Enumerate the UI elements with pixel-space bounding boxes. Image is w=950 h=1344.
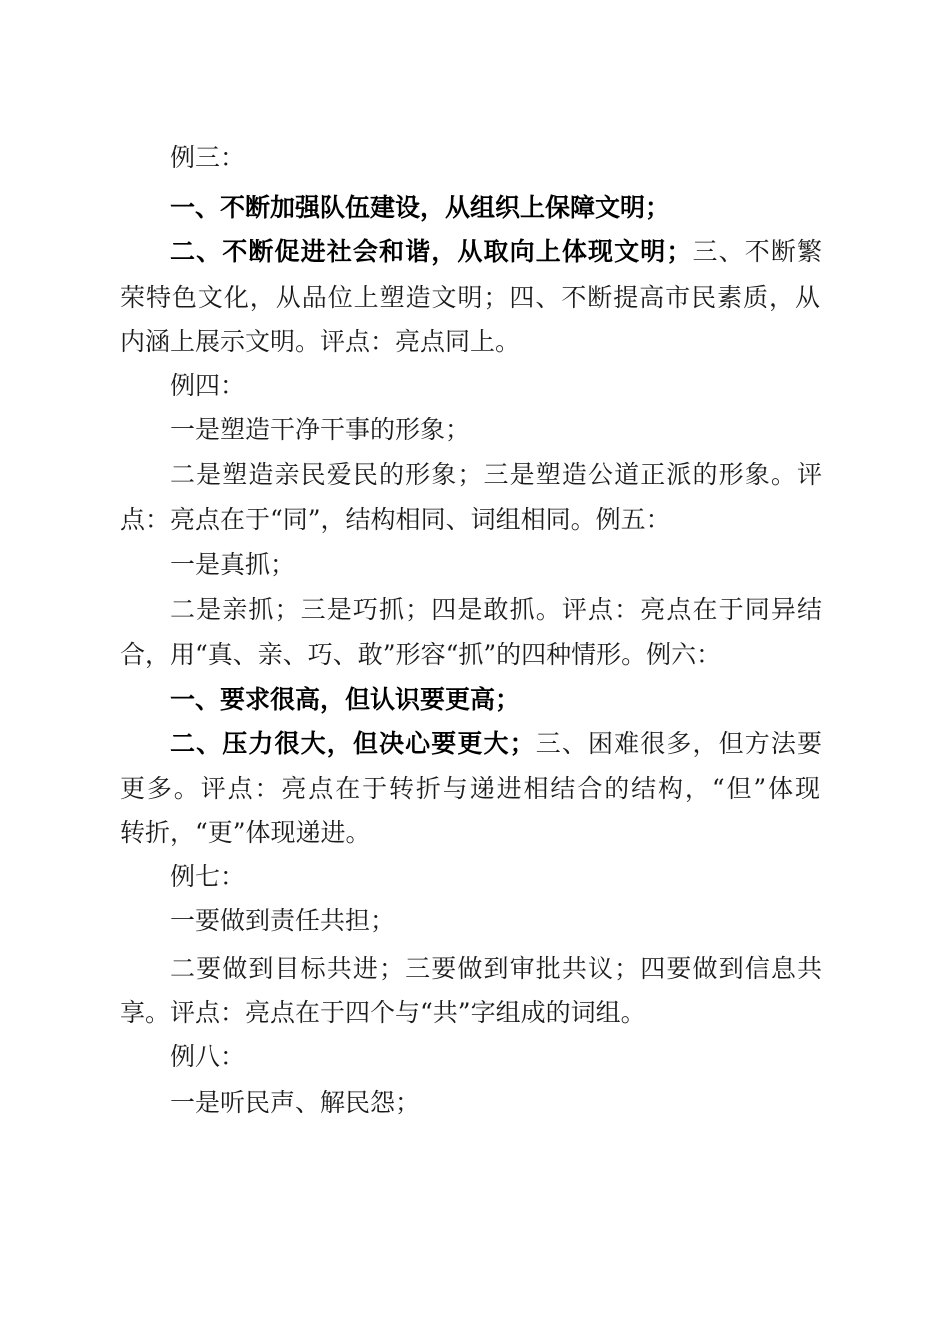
paragraph-line: 点：亮点在于“同”，结构相同、词组相同。例五： xyxy=(120,505,671,534)
paragraph-line: 一是听民声、解民怨； xyxy=(170,1088,421,1117)
paragraph-line: 享。评点：亮点在于四个与“共”字组成的词组。 xyxy=(120,998,646,1027)
paragraph-line: 合，用“真、亲、巧、敢”形容“抓”的四种情形。例六： xyxy=(120,640,722,669)
paragraph-line: 一是真抓； xyxy=(170,550,296,579)
example-heading: 例八： xyxy=(170,1042,246,1071)
paragraph-line: 更多。评点：亮点在于转折与递进相结合的结构，“但”体现 xyxy=(120,774,820,803)
paragraph-line xyxy=(170,237,822,267)
paragraph-line: 二是塑造亲民爱民的形象；三是塑造公道正派的形象。评 xyxy=(170,460,822,489)
paragraph-line: 一是塑造干净干事的形象； xyxy=(170,415,471,444)
example-heading: 例三： xyxy=(170,143,246,172)
paragraph-line: 内涵上展示文明。评点：亮点同上。 xyxy=(120,327,521,356)
paragraph-line: 一要做到责任共担； xyxy=(170,906,396,935)
example-heading: 例七： xyxy=(170,862,246,891)
paragraph-line: 转折，“更”体现递进。 xyxy=(120,818,371,847)
paragraph-line: 荣特色文化，从品位上塑造文明；四、不断提高市民素质，从 xyxy=(120,283,820,312)
paragraph-line xyxy=(170,729,822,759)
paragraph-line: 二是亲抓；三是巧抓；四是敢抓。评点：亮点在于同异结 xyxy=(170,595,822,624)
bold-segment: 二、不断促进社会和谐，从取向上体现文明； xyxy=(170,237,692,266)
normal-segment: 三、困难很多，但方法要 xyxy=(534,729,822,758)
normal-segment: 三、不断繁 xyxy=(691,237,822,266)
example-heading: 例四： xyxy=(170,371,246,400)
bold-segment: 二、压力很大，但决心要更大； xyxy=(170,729,535,758)
paragraph-line: 一、不断加强队伍建设，从组织上保障文明； xyxy=(170,193,671,222)
paragraph-line: 二要做到目标共进；三要做到审批共议；四要做到信息共 xyxy=(170,954,822,983)
paragraph-line: 一、要求很高，但认识要更高； xyxy=(170,685,521,714)
